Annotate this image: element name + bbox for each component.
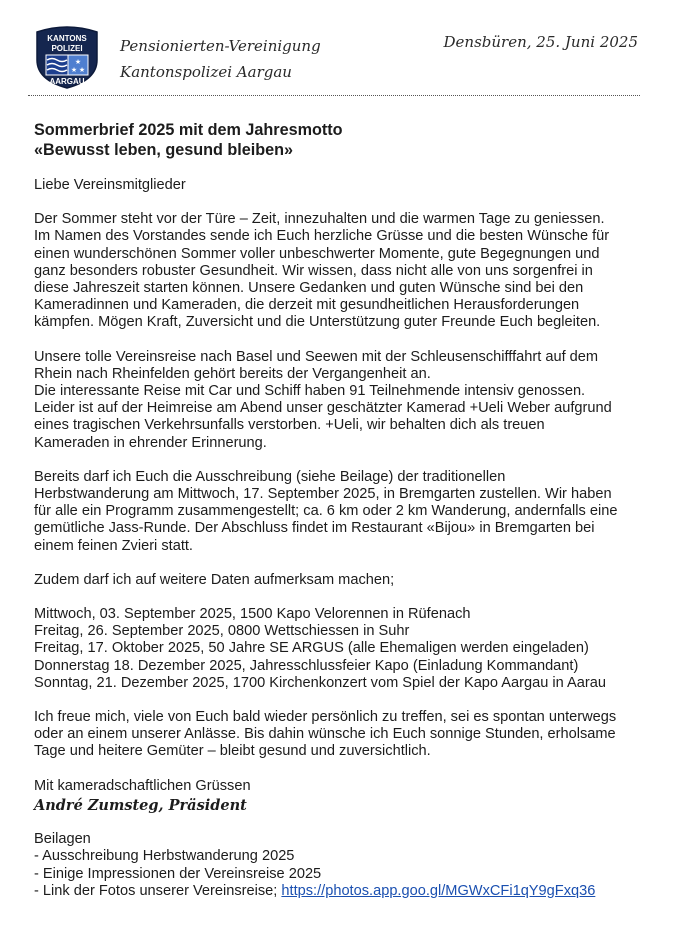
header-divider — [28, 95, 640, 96]
signature: André Zumsteg, Präsident — [34, 796, 247, 814]
place-date: Densbüren, 25. Juni 2025 — [443, 33, 638, 51]
text-line: gemütliche Jass-Runde. Der Abschluss findet im Restaurant «Bijou» in Bremgarten bei — [34, 520, 595, 537]
text-line: Der Sommer steht vor der Türe – Zeit, innezuhalten und die warmen Tage zu geniessen. — [34, 211, 605, 228]
text-line: oder an einem unserer Anlässe. Bis dahin wünsche ich Euch sonnige Stunden, erholsame — [34, 726, 616, 743]
photos-link[interactable]: https://photos.app.goo.gl/MGWxCFi1qY9gFxq36 — [281, 882, 596, 899]
svg-text:★: ★ — [70, 67, 78, 74]
text-line: Tage und heitere Gemüter – bleibt gesund und zuversichtlich. — [34, 743, 431, 760]
organization-name — [120, 33, 321, 85]
text-line: Herbstwanderung am Mittwoch, 17. September 2025, in Bremgarten zustellen. Wir haben — [34, 486, 612, 503]
paragraph-dates-intro: Zudem darf ich auf weitere Daten aufmerksam machen; — [34, 571, 395, 588]
text-line: eines tragischen Verkehrsunfalls verstorben. +Ueli, wir behalten dich als treuen — [34, 417, 545, 434]
event-list — [34, 606, 644, 692]
letter-body — [34, 120, 644, 900]
text-line: Kameraden in ehrender Erinnerung. — [34, 434, 267, 451]
org-line-2: Kantonspolizei Aargau — [120, 63, 292, 81]
paragraph-trip — [34, 349, 644, 452]
police-badge-logo — [29, 26, 105, 90]
paragraph-intro — [34, 211, 644, 331]
text-line: Rhein nach Rheinfelden gehört bereits der Vergangenheit an. — [34, 365, 431, 382]
text-line: kämpfen. Mögen Kraft, Zuversicht und die Unterstützung guter Freunde Euch begleiten. — [34, 314, 601, 331]
attachments-heading: Beilagen — [34, 831, 91, 848]
text-line: Kameradinnen und Kameraden, die derzeit mit gesundheitlichen Herausforderungen — [34, 297, 580, 314]
svg-text:AARGAU: AARGAU — [49, 77, 85, 86]
text-line: Im Namen des Vorstandes sende ich Euch herzliche Grüsse und die besten Wünsche für — [34, 228, 610, 245]
link-prefix: - Link der Fotos unserer Vereinsreise; — [34, 882, 282, 899]
paragraph-hike — [34, 469, 644, 555]
text-line: Leider ist auf der Heimreise am Abend unser geschätzter Kamerad +Ueli Weber aufgrund — [34, 400, 612, 417]
closing-block — [34, 778, 644, 814]
svg-text:★: ★ — [74, 59, 82, 66]
event-item: Donnerstag 18. Dezember 2025, Jahresschlussfeier Kapo (Einladung Kommandant) — [34, 657, 579, 674]
event-item: Freitag, 17. Oktober 2025, 50 Jahre SE ARGUS (alle Ehemaligen werden eingeladen) — [34, 640, 589, 657]
salutation: Liebe Vereinsmitglieder — [34, 177, 186, 193]
letter-title — [34, 120, 644, 160]
text-line: einem feinen Zvieri statt. — [34, 537, 193, 554]
paragraph-outro — [34, 709, 644, 761]
event-item: Mittwoch, 03. September 2025, 1500 Kapo Velorennen in Rüfenach — [34, 606, 471, 623]
text-line: diese Jahreszeit starten können. Unsere Gedanken und guten Wünsche sind bei den — [34, 280, 584, 297]
attachment-item — [34, 883, 644, 900]
svg-text:POLIZEI: POLIZEI — [51, 44, 83, 53]
text-line: Ich freue mich, viele von Euch bald wieder persönlich zu treffen, sei es spontan unterwegs — [34, 709, 617, 726]
attachment-item: - Einige Impressionen der Vereinsreise 2025 — [34, 865, 322, 882]
text-line: einen wunderschönen Sommer voller unbeschwerter Momente, gute Begegnungen und — [34, 245, 600, 262]
attachment-item: - Ausschreibung Herbstwanderung 2025 — [34, 848, 295, 865]
event-item: Sonntag, 21. Dezember 2025, 1700 Kirchenkonzert vom Spiel der Kapo Aargau in Aarau — [34, 674, 606, 691]
org-line-1: Pensionierten-Vereinigung — [120, 37, 321, 55]
title-line-1: Sommerbrief 2025 mit dem Jahresmotto — [34, 121, 343, 139]
text-line: ganz besonders robuster Gesundheit. Wir wissen, dass nicht alle von uns sorgenfrei in — [34, 262, 593, 279]
closing: Mit kameradschaftlichen Grüssen — [34, 777, 251, 794]
text-line: Unsere tolle Vereinsreise nach Basel und Seewen mit der Schleusenschifffahrt auf dem — [34, 348, 599, 365]
svg-text:KANTONS: KANTONS — [47, 34, 87, 43]
text-line: Bereits darf ich Euch die Ausschreibung (siehe Beilage) der traditionellen — [34, 468, 506, 485]
attachments — [34, 831, 644, 900]
text-line: für alle ein Programm zusammengestellt; ca. 6 km oder 2 km Wanderung, andernfalls eine — [34, 503, 618, 520]
text-line: Die interessante Reise mit Car und Schiff haben 91 Teilnehmende intensiv genossen. — [34, 383, 586, 400]
title-line-2: «Bewusst leben, gesund bleiben» — [34, 141, 294, 159]
event-item: Freitag, 26. September 2025, 0800 Wettschiessen in Suhr — [34, 623, 410, 640]
svg-text:★: ★ — [78, 67, 86, 74]
